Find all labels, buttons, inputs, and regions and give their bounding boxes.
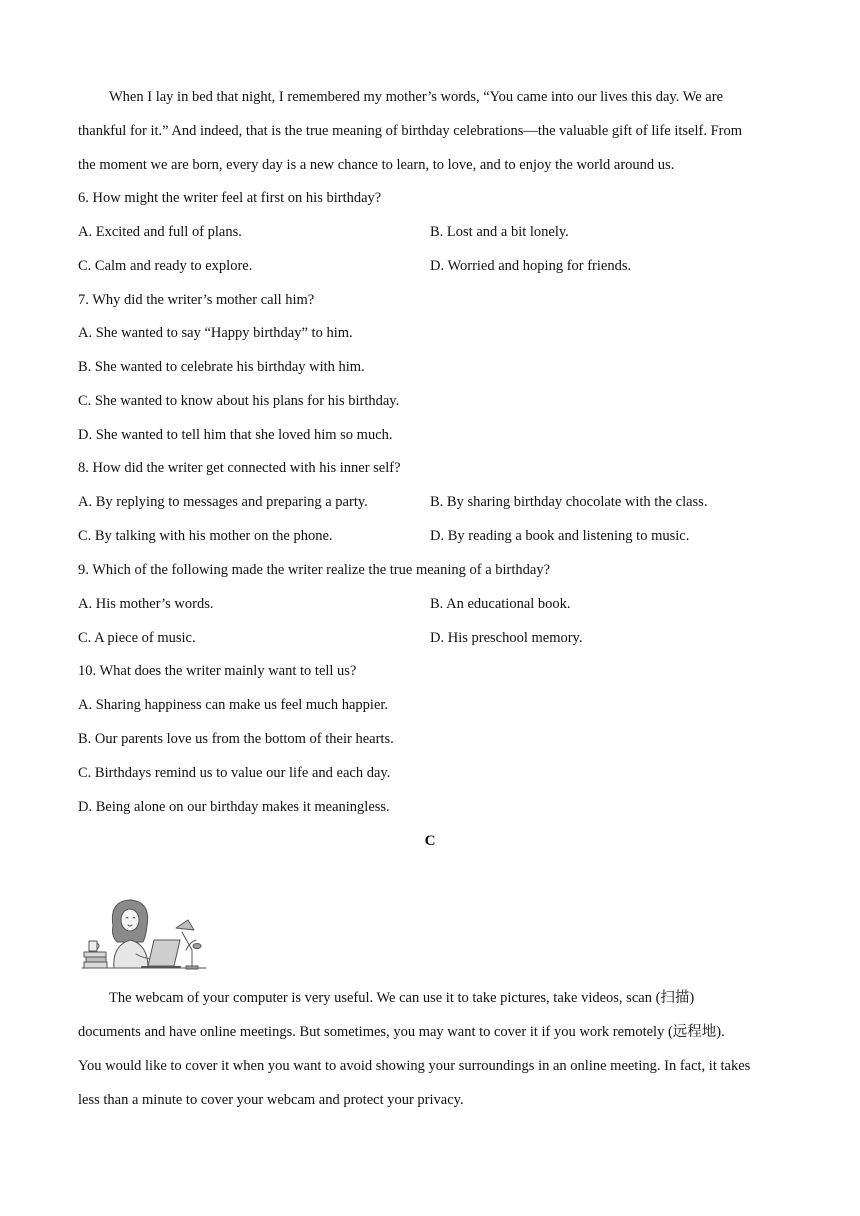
question-7-option-c: C. She wanted to know about his plans for his birthday. [78, 393, 400, 409]
question-6-option-c: C. Calm and ready to explore. [78, 258, 253, 274]
question-8-option-b: B. By sharing birthday chocolate with the class. [430, 494, 708, 510]
question-8-option-d: D. By reading a book and listening to music. [430, 528, 690, 544]
passage-line: When I lay in bed that night, I remembered my mother’s words, “You came into our lives this day. We are [109, 89, 723, 105]
question-7-stem: 7. Why did the writer’s mother call him? [78, 292, 315, 308]
question-8-stem: 8. How did the writer get connected with his inner self? [78, 460, 401, 476]
passage-line: thankful for it.” And indeed, that is the true meaning of birthday celebrations—the valuable gift of life itself. From [78, 123, 742, 139]
passage-line: the moment we are born, every day is a new chance to learn, to love, and to enjoy the world around us. [78, 157, 675, 173]
question-9-option-d: D. His preschool memory. [430, 630, 583, 646]
passage-c-line: You would like to cover it when you want to avoid showing your surroundings in an online meeting. In fact, it takes [78, 1058, 751, 1074]
question-10-option-b: B. Our parents love us from the bottom of their hearts. [78, 731, 394, 747]
passage-c-line: less than a minute to cover your webcam and protect your privacy. [78, 1092, 464, 1108]
woman-at-laptop-icon [80, 896, 210, 972]
question-10-option-d: D. Being alone on our birthday makes it meaningless. [78, 799, 390, 815]
question-9-stem: 9. Which of the following made the writer realize the true meaning of a birthday? [78, 562, 551, 578]
section-c-heading: C [424, 833, 436, 849]
question-10-stem: 10. What does the writer mainly want to tell us? [78, 663, 357, 679]
question-9-option-a: A. His mother’s words. [78, 596, 214, 612]
question-7-option-d: D. She wanted to tell him that she loved him so much. [78, 427, 393, 443]
question-6-stem: 6. How might the writer feel at first on his birthday? [78, 190, 382, 206]
question-10-option-c: C. Birthdays remind us to value our life and each day. [78, 765, 391, 781]
question-8-option-a: A. By replying to messages and preparing a party. [78, 494, 368, 510]
question-6-option-b: B. Lost and a bit lonely. [430, 224, 569, 240]
question-6-option-a: A. Excited and full of plans. [78, 224, 242, 240]
question-8-option-c: C. By talking with his mother on the phone. [78, 528, 333, 544]
question-9-option-c: C. A piece of music. [78, 630, 196, 646]
passage-c-line: The webcam of your computer is very useful. We can use it to take pictures, take videos, scan (扫描) [109, 990, 695, 1006]
question-7-option-b: B. She wanted to celebrate his birthday with him. [78, 359, 365, 375]
question-9-option-b: B. An educational book. [430, 596, 571, 612]
question-6-option-d: D. Worried and hoping for friends. [430, 258, 632, 274]
question-10-option-a: A. Sharing happiness can make us feel much happier. [78, 697, 389, 713]
question-7-option-a: A. She wanted to say “Happy birthday” to him. [78, 325, 353, 341]
passage-c-line: documents and have online meetings. But sometimes, you may want to cover it if you work remotely (远程地). [78, 1024, 725, 1040]
